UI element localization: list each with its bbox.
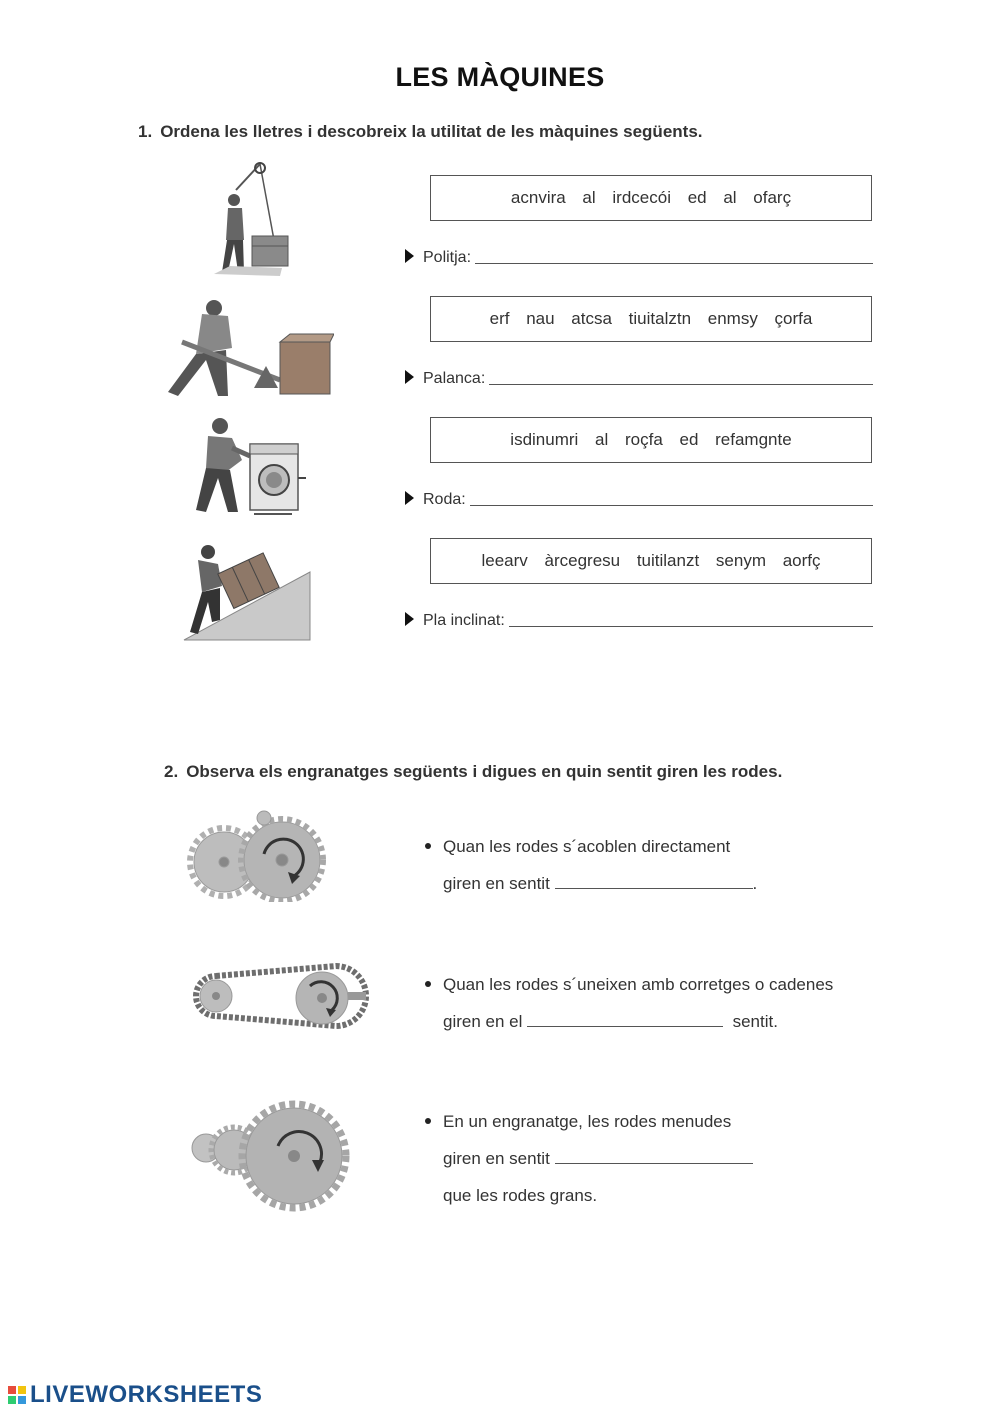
answer-row-politja <box>405 243 873 267</box>
gear-statement-1 <box>425 828 757 902</box>
scrambled-box-2: erf nau atcsa tiuitalztn enmsy çorfa <box>430 296 872 342</box>
person-pushing-crate-up-ramp-icon <box>182 542 314 642</box>
answer-label: Politja: <box>423 249 472 266</box>
statement-line: Quan les rodes s´acoblen directament <box>443 837 731 856</box>
answer-blank-1[interactable] <box>555 870 753 889</box>
answer-blank-2[interactable] <box>527 1008 723 1027</box>
gear-statement-3 <box>425 1103 753 1214</box>
answer-line-politja[interactable] <box>475 262 873 264</box>
statement-line: que les rodes grans. <box>443 1186 598 1205</box>
triangle-bullet-icon <box>405 370 414 384</box>
answer-label: Roda: <box>423 491 466 508</box>
scrambled-box-4: leearv àrcegresu tuitilanzt senym aorfç <box>430 538 872 584</box>
answer-blank-3[interactable] <box>555 1145 753 1164</box>
footer-brand-text: LIVEWORKSHEETS <box>30 1381 263 1408</box>
statement-line: giren en el <box>443 1012 523 1031</box>
question-1-text: Ordena les lletres i descobreix la utilitat de les màquines següents. <box>160 122 703 141</box>
person-pushing-washing-machine-icon <box>192 416 310 520</box>
gear-statement-2 <box>425 966 833 1040</box>
question-2-number: 2. <box>164 762 179 781</box>
triangle-bullet-icon <box>405 249 414 263</box>
bullet-dot-icon <box>425 1118 431 1124</box>
chain-drive-gears-icon <box>186 962 372 1032</box>
footer-brand <box>8 1381 262 1409</box>
answer-line-roda[interactable] <box>470 504 873 506</box>
question-2-heading <box>164 762 782 782</box>
statement-line: Quan les rodes s´uneixen amb corretges o cadenes <box>443 975 834 994</box>
answer-line-pla-inclinat[interactable] <box>509 625 873 627</box>
answer-label: Palanca: <box>423 370 486 387</box>
triangle-bullet-icon <box>405 491 414 505</box>
answer-row-roda <box>405 485 873 509</box>
answer-row-pla-inclinat <box>405 606 873 630</box>
answer-line-palanca[interactable] <box>489 383 873 385</box>
question-1-heading <box>138 122 703 142</box>
person-pulling-rope-pulley-icon <box>200 160 300 278</box>
page-title: LES MÀQUINES <box>395 62 605 92</box>
statement-line: En un engranatge, les rodes menudes <box>443 1112 732 1131</box>
answer-label: Pla inclinat: <box>423 612 505 629</box>
small-and-large-gears-icon <box>186 1100 356 1212</box>
two-meshing-gears-icon <box>186 810 326 902</box>
statement-line: sentit. <box>732 1012 778 1031</box>
answer-row-palanca <box>405 364 873 388</box>
statement-line: giren en sentit <box>443 874 550 893</box>
question-2-text: Observa els engranatges següents i digues en quin sentit giren les rodes. <box>186 762 783 781</box>
triangle-bullet-icon <box>405 612 414 626</box>
scrambled-box-3: isdinumri al roçfa ed refamgnte <box>430 417 872 463</box>
scrambled-box-1: acnvira al irdcecói ed al ofarç <box>430 175 872 221</box>
bullet-dot-icon <box>425 843 431 849</box>
statement-line: giren en sentit <box>443 1149 550 1168</box>
question-1-number: 1. <box>138 122 153 141</box>
bullet-dot-icon <box>425 981 431 987</box>
liveworksheets-logo-icon <box>8 1386 26 1404</box>
statement-line: . <box>752 874 758 893</box>
person-lever-lifting-box-icon <box>162 296 334 402</box>
